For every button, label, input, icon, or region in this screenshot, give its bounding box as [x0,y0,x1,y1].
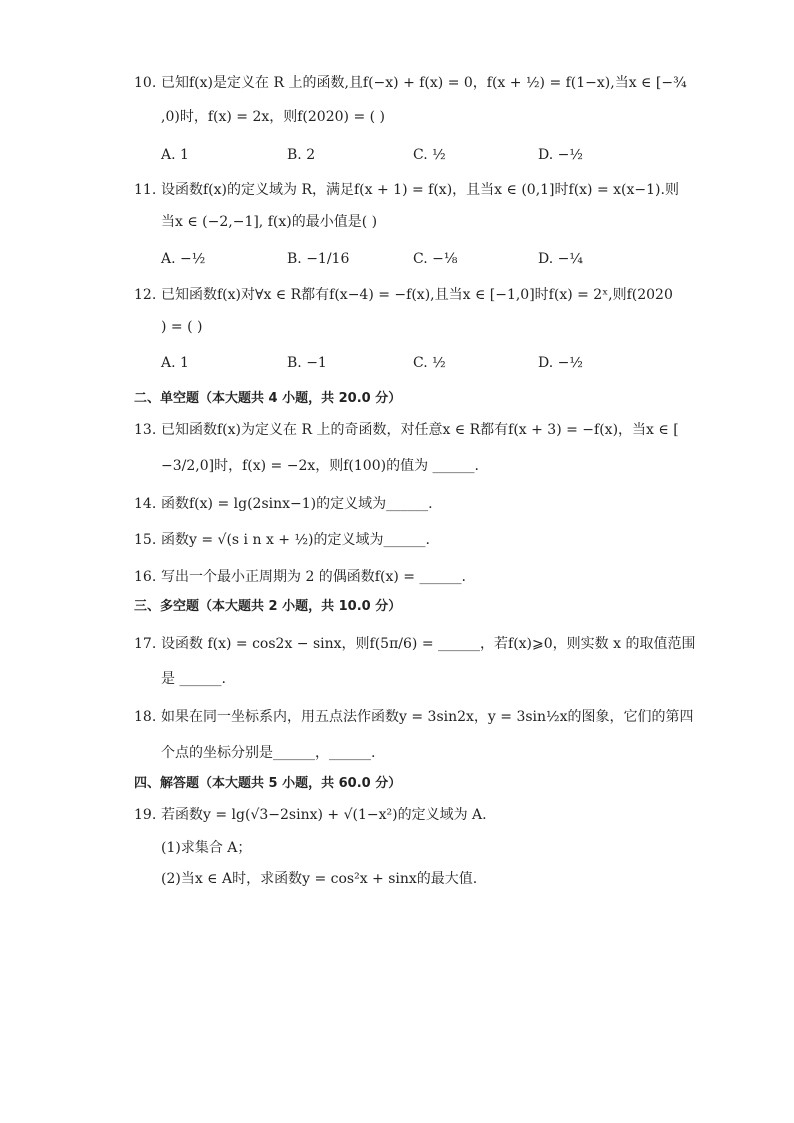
option-c: C. −⅛ [413,251,458,267]
question-text: 当x ∈ (−2,−1], f(x)的最小值是( ) [161,214,378,230]
question-text: 写出一个最小正周期为 2 的偶函数f(x) = ______. [161,569,466,585]
option-c: C. ½ [413,147,446,163]
question-text: −3/2,0]时，f(x) = −2x，则f(100)的值为 ______. [161,458,479,474]
option-a: A. 1 [161,147,189,163]
question-text: 已知函数f(x)对∀x ∈ R都有f(x−4) = −f(x),且当x ∈ [−1,0]时f(x) = 2ˣ,则f(2020 [161,287,673,303]
option-a: A. 1 [161,355,189,371]
question-text: 设函数 f(x) = cos2x − sinx，则f(5π/6) = ______，若f(x)⩾0，则实数 x 的取值范围 [161,636,696,652]
question-text: 已知函数f(x)为定义在 R 上的奇函数，对任意x ∈ R都有f(x + 3) = −f(x)，当x ∈ [ [161,422,679,438]
option-b: B. 2 [287,147,316,163]
question-number: 17. [134,636,157,652]
option-d: D. −½ [538,355,583,371]
question-text: 函数f(x) = lg(2sinx−1)的定义域为______. [161,496,433,512]
option-b: B. −1/16 [287,251,350,267]
question-text: 设函数f(x)的定义域为 R，满足f(x + 1) = f(x)，且当x ∈ (0,1]时f(x) = x(x−1).则 [161,182,679,198]
option-b: B. −1 [287,355,327,371]
question-number: 11. [134,182,157,198]
question-number: 13. [134,422,157,438]
question-number: 14. [134,496,157,512]
question-number: 10. [134,75,157,91]
section-heading: 三、多空题（本大题共 2 小题，共 10.0 分） [134,599,402,614]
section-heading: 四、解答题（本大题共 5 小题，共 60.0 分） [134,776,402,791]
question-text: ,0)时，f(x) = 2x，则f(2020) = ( ) [161,109,385,125]
option-d: D. −½ [538,147,583,163]
question-subpart: (1)求集合 A； [161,840,252,856]
option-d: D. −¼ [538,251,583,267]
question-text: 已知f(x)是定义在 R 上的函数,且f(−x) + f(x) = 0，f(x + ½) = f(1−x),当x ∈ [−¾ [161,75,687,91]
question-text: 个点的坐标分别是______，______. [161,745,376,761]
section-heading: 二、单空题（本大题共 4 小题，共 20.0 分） [134,391,402,406]
question-text: ) = ( ) [161,319,203,335]
question-number: 19. [134,807,157,823]
question-text: 如果在同一坐标系内，用五点法作函数y = 3sin2x，y = 3sin½x的图象，它们的第四 [161,709,694,725]
question-number: 12. [134,287,157,303]
option-a: A. −½ [161,251,206,267]
question-subpart: (2)当x ∈ A时，求函数y = cos²x + sinx的最大值. [161,871,478,887]
question-text: 函数y = √(s i n x + ½)的定义域为______. [161,532,430,548]
question-number: 18. [134,709,157,725]
question-number: 16. [134,569,157,585]
question-text: 是 ______. [161,671,226,687]
question-number: 15. [134,532,157,548]
option-c: C. ½ [413,355,446,371]
question-text: 若函数y = lg(√3−2sinx) + √(1−x²)的定义域为 A. [161,807,487,823]
